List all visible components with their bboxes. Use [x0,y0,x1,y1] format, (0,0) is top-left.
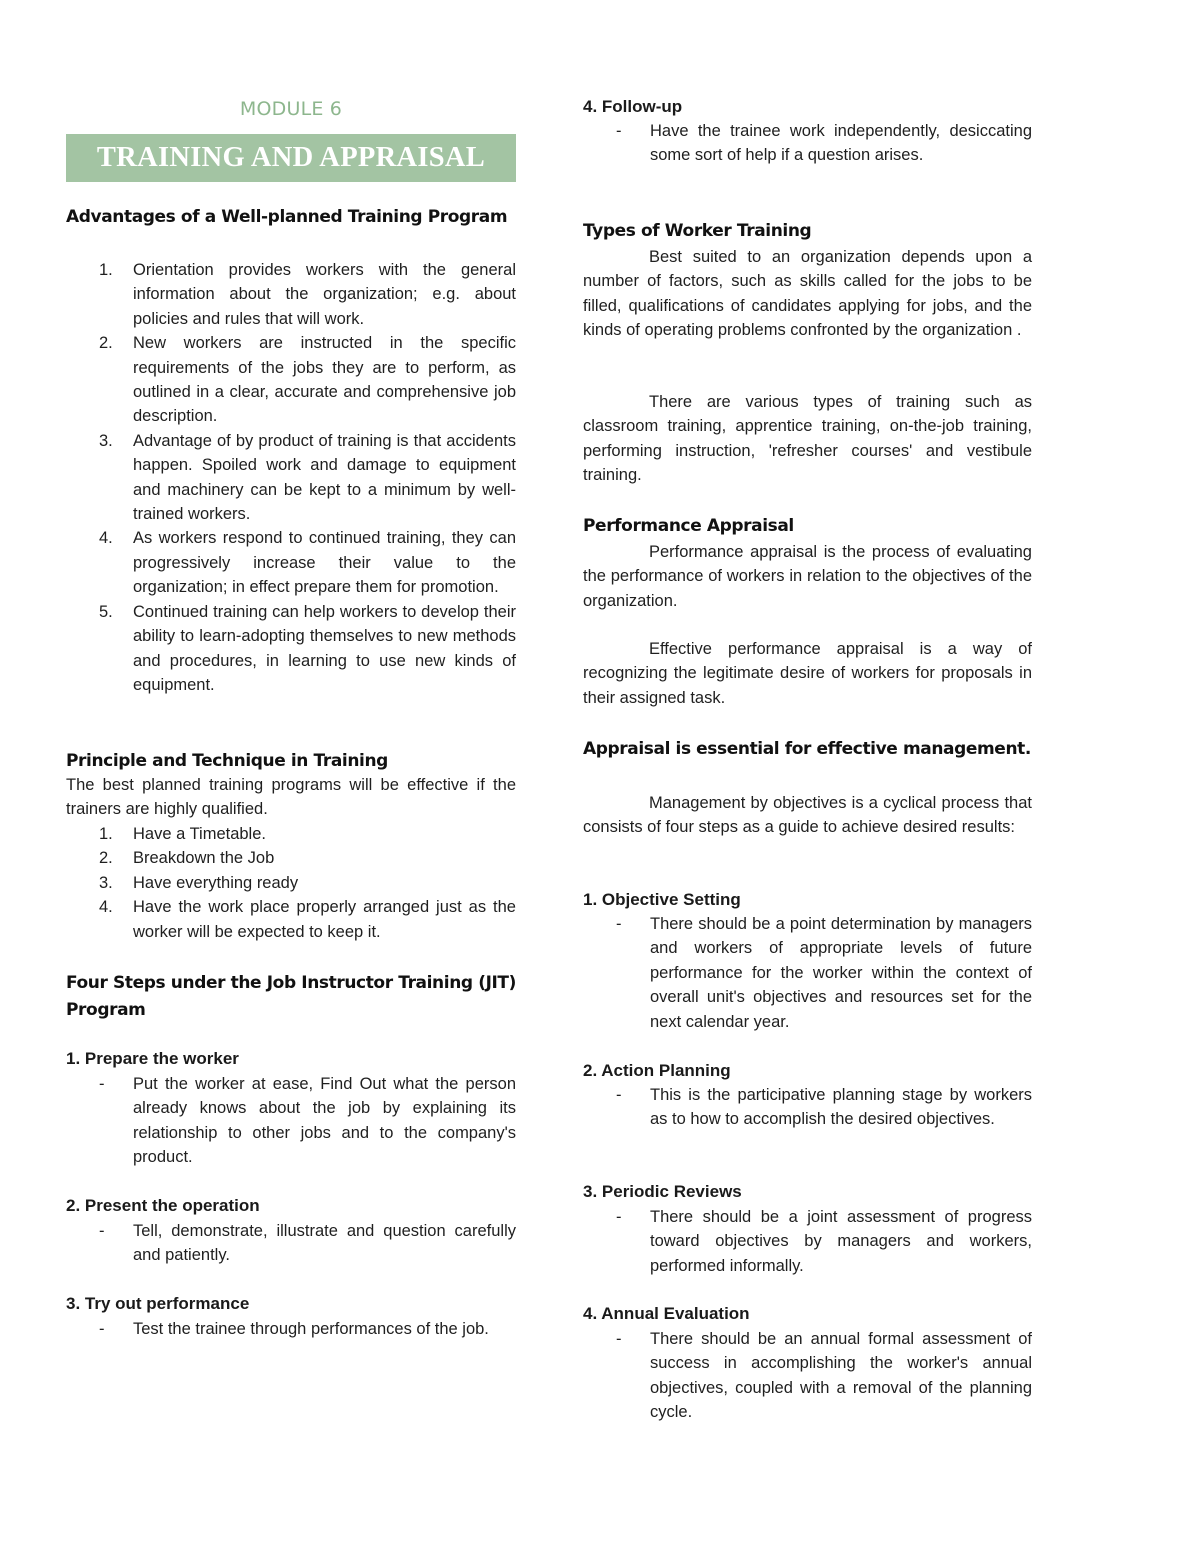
mbo-step-body [583,1205,1032,1278]
list-item: - Have the trainee work independently, desiccating some sort of help if a question arises. [616,122,1032,165]
list-item: 1. Orientation provides workers with the general information about the organization; e.g. about policies and rules that will work. [99,261,516,328]
essential-paragraph: Management by objectives is a cyclical process that consists of four steps as a guide to achieve desired results: [583,794,1032,837]
types-paragraph: There are various types of training such as classroom training, apprentice training, on-the-job training, performing instruction, 'refresher courses' and vestibule training. [583,393,1032,485]
mbo-step-title: 2. Action Planning [583,1061,731,1080]
principle-intro: The best planned training programs will be effective if the trainers are highly qualified. [66,776,516,819]
types-heading: Types of Worker Training [583,221,812,241]
advantages-list [66,258,516,697]
essential-heading: Appraisal is essential for effective management. [583,739,1031,759]
list-item: - There should be an annual formal assessment of success in accomplishing the worker's annual objectives, coupled with a removal of the planning cycle. [616,1330,1032,1422]
mbo-step-body [583,1083,1032,1132]
jit-step-title: 1. Prepare the worker [66,1049,239,1068]
principle-list [66,822,516,944]
mbo-step-title: 4. Annual Evaluation [583,1304,750,1323]
list-item: 1. Have a Timetable. [99,825,266,843]
list-item: - Tell, demonstrate, illustrate and question carefully and patiently. [99,1222,516,1265]
mbo-step-title: 1. Objective Setting [583,890,741,909]
jit-heading: Four Steps under the Job Instructor Training (JIT) Program [66,973,516,1020]
principle-heading: Principle and Technique in Training [66,751,388,771]
list-item: - This is the participative planning stage by workers as to how to accomplish the desired objectives. [616,1086,1032,1129]
list-item: 4. Have the work place properly arranged just as the worker will be expected to keep it. [99,898,516,941]
list-item: 2. New workers are instructed in the specific requirements of the jobs they are to perform, as outlined in a clear, accurate and comprehensive job description. [99,334,516,426]
mbo-step-body [583,912,1032,1034]
followup-body [583,119,1032,168]
jit-step-title: 2. Present the operation [66,1196,260,1215]
list-item: 5. Continued training can help workers to develop their ability to learn-adopting themselves to new methods and procedures, in learning to use new kinds of equipment. [99,602,516,694]
followup-title: 4. Follow-up [583,97,683,116]
types-paragraph: Best suited to an organization depends upon a number of factors, such as skills called for the jobs to be filled, qualifications of candidates applying for jobs, and the kinds of operating problems confronted by the organization . [583,248,1032,340]
list-item: - Put the worker at ease, Find Out what the person already knows about the job by explaining its relationship to other jobs and to the company's product. [99,1075,516,1167]
jit-step-body [66,1072,516,1170]
list-item: 4. As workers respond to continued training, they can progressively increase their value to the organization; in effect prepare them for promotion. [99,529,516,597]
list-item: - There should be a joint assessment of progress toward objectives by managers and workers, performed informally. [616,1208,1032,1275]
advantages-heading: Advantages of a Well-planned Training Program [66,207,508,227]
performance-heading: Performance Appraisal [583,516,794,536]
performance-paragraph: Performance appraisal is the process of evaluating the performance of workers in relation to the objectives of the organization. [583,543,1032,610]
module-label: MODULE 6 [239,98,343,120]
jit-step-body [66,1317,516,1341]
list-item: 2. Breakdown the Job [99,849,275,868]
list-item: 3. Advantage of by product of training is that accidents happen. Spoiled work and damage to equipment and machinery can be kept to a minimum by well-trained workers. [99,431,516,524]
mbo-step-body [583,1327,1032,1425]
list-item: - There should be a point determination by managers and workers of appropriate levels of future performance for the worker within the context of overall unit's objectives and resources set for the next calendar year. [616,915,1032,1031]
performance-paragraph: Effective performance appraisal is a way of recognizing the legitimate desire of workers for proposals in their assigned task. [583,640,1032,707]
title-banner: TRAINING AND APPRAISAL [66,134,516,182]
list-item: 3. Have everything ready [99,873,299,892]
jit-step-title: 3. Try out performance [66,1294,250,1313]
mbo-step-title: 3. Periodic Reviews [583,1182,742,1201]
list-item: - Test the trainee through performances of the job. [99,1320,489,1338]
jit-step-body [66,1219,516,1268]
